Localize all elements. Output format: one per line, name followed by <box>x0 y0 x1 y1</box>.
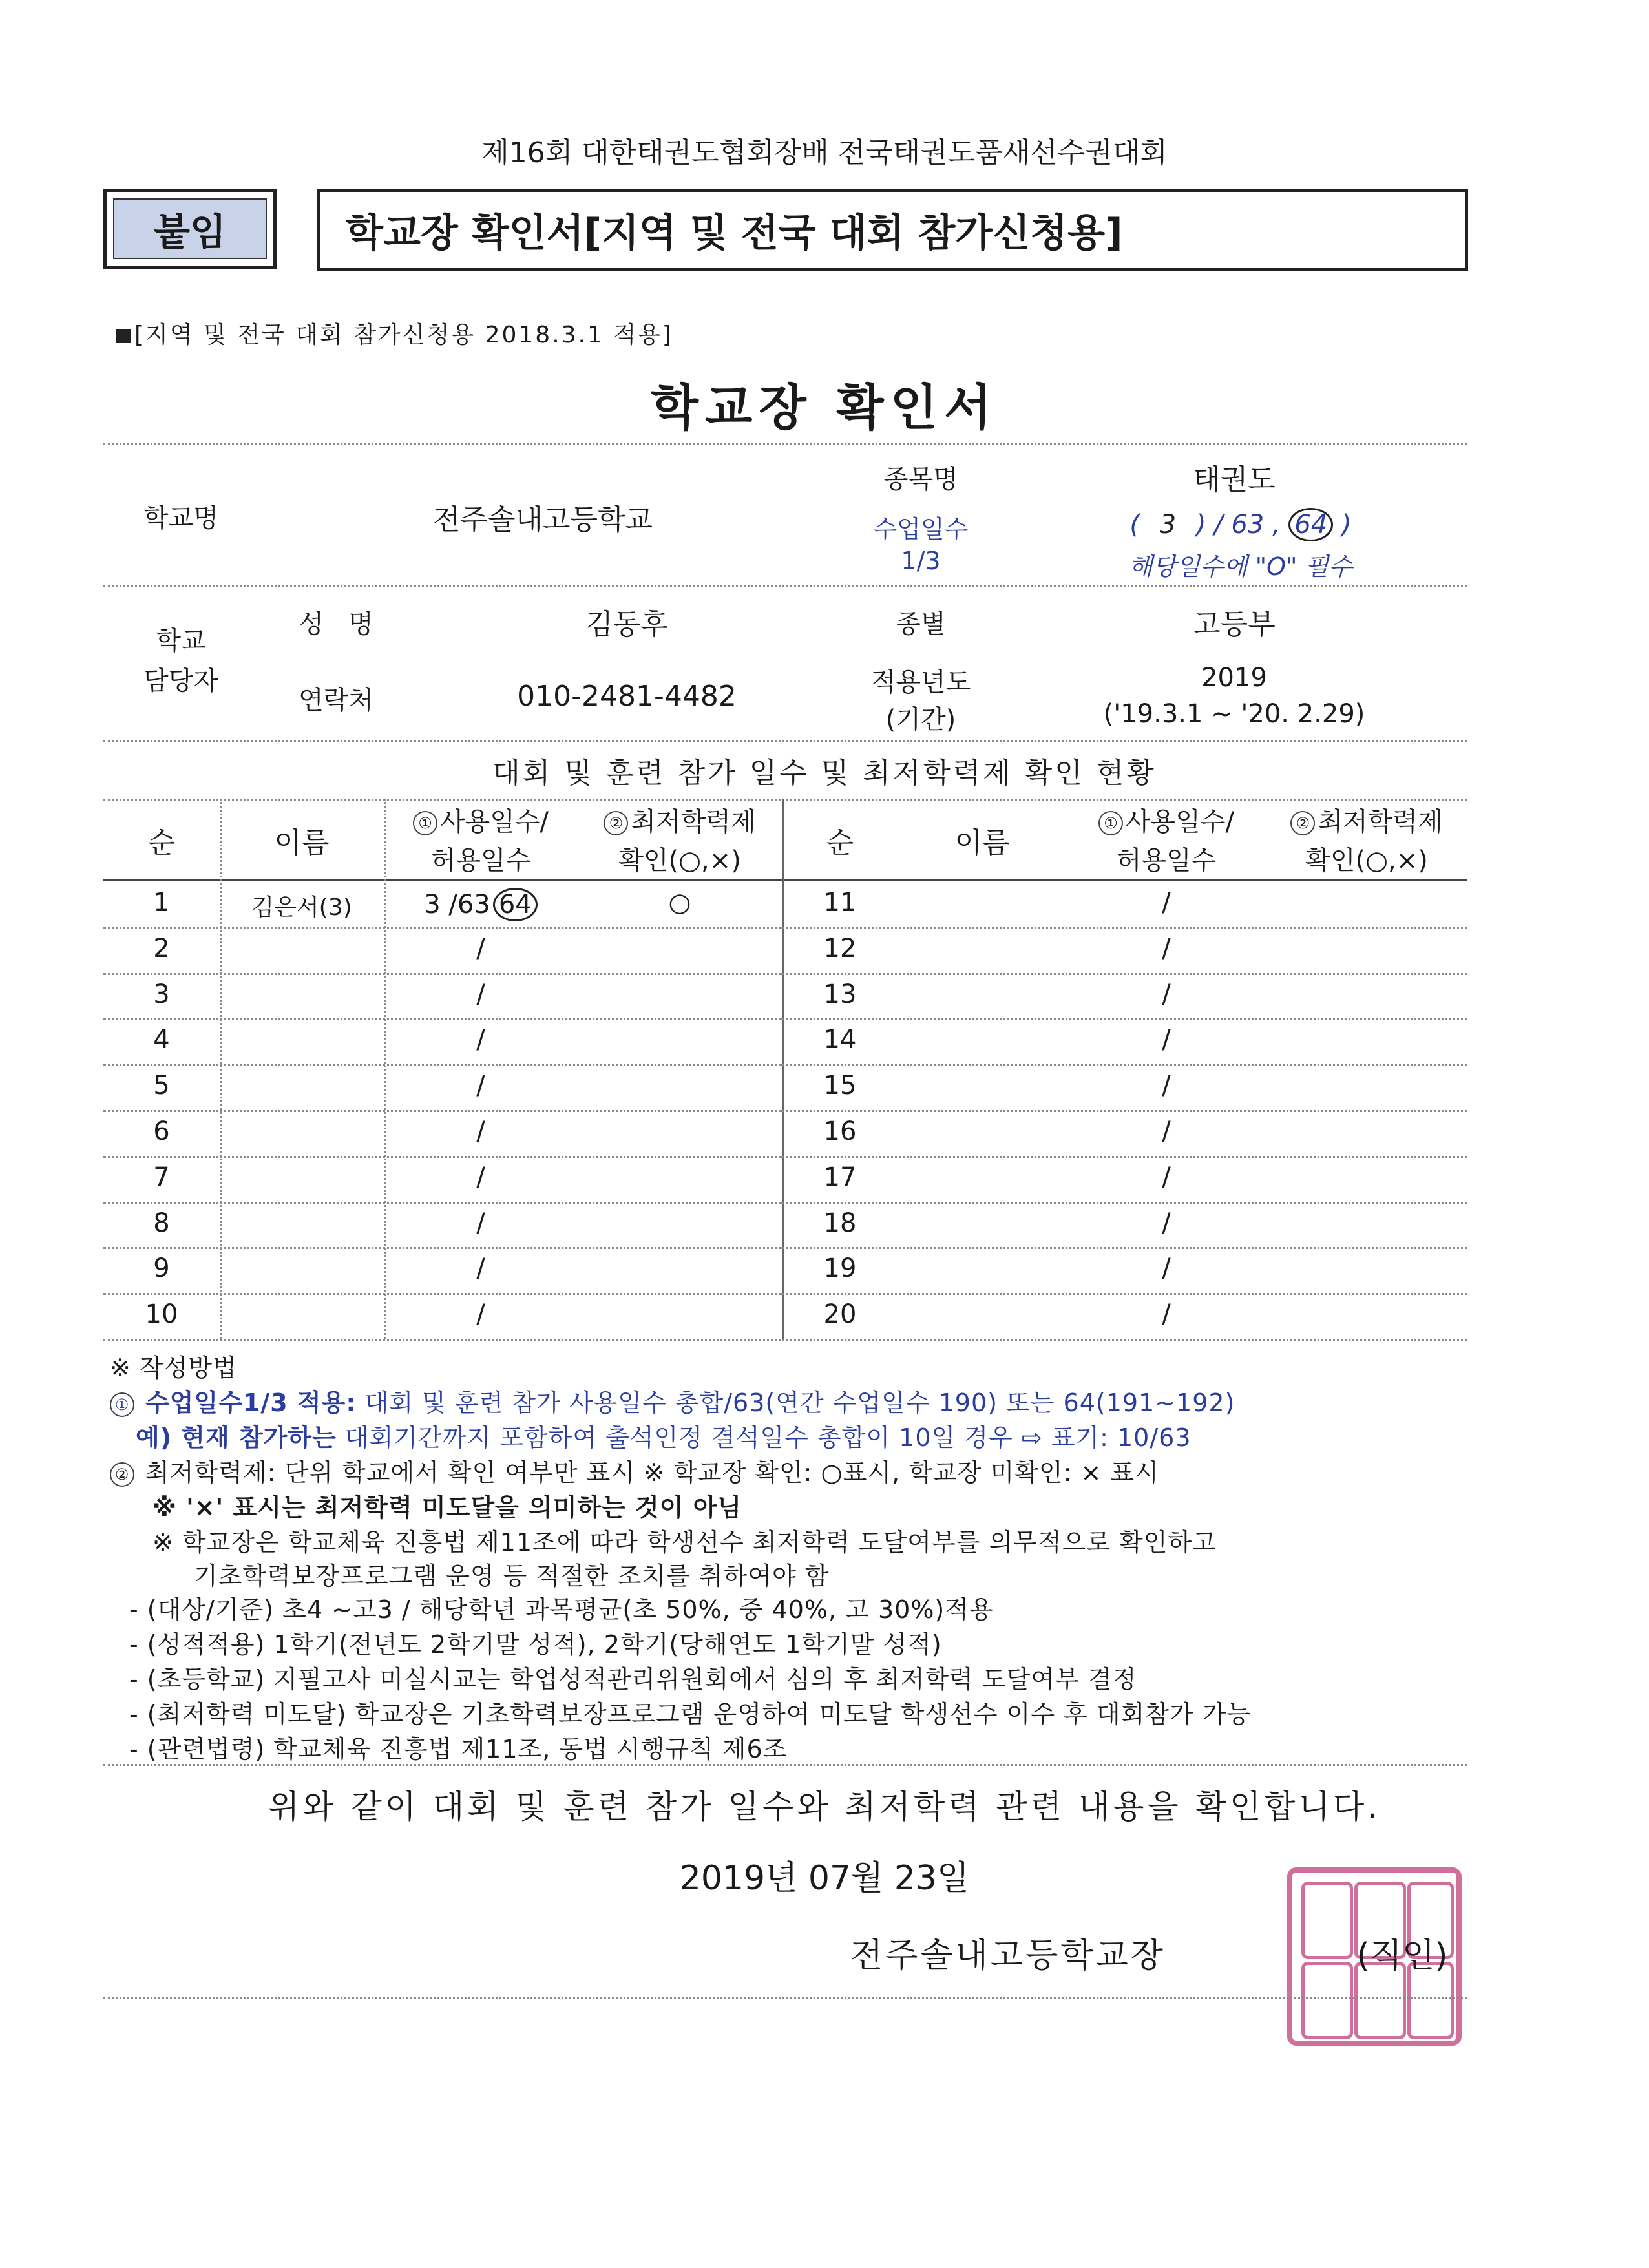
row-used-value: / <box>476 1025 485 1055</box>
th-name-right: 이름 <box>954 826 1010 859</box>
row-no: 17 <box>823 1162 857 1192</box>
row-no: 18 <box>823 1208 857 1238</box>
contact-value: 010-2481-4482 <box>517 680 737 713</box>
row-no: 3 <box>153 979 170 1009</box>
class-days-open: ( <box>1129 510 1140 540</box>
instr-dash3: - (초등학교) 지필고사 미실시교는 학업성적관리위원회에서 심의 후 최저학력 도달여부 결정 <box>129 1665 1137 1694</box>
th-c1-line1-right: ① 사용일수/ <box>1066 801 1266 838</box>
info-bottom-rule <box>103 740 1467 742</box>
seal-label: (직인) <box>1356 1937 1448 1975</box>
row-rule <box>103 1156 782 1158</box>
staff-label-2: 담당자 <box>143 666 218 696</box>
row-rule <box>103 1018 782 1020</box>
row-used-value: / <box>476 1254 485 1284</box>
row-rule <box>782 1156 1467 1158</box>
row-rule <box>103 973 782 975</box>
page-bottom-rule <box>103 1997 1467 1999</box>
row-rule <box>782 927 1467 929</box>
attachment-tag-label: 붙임 <box>113 198 267 259</box>
row-rule <box>103 927 782 929</box>
school-name: 전주솔내고등학교 <box>432 503 653 536</box>
doc-title: 학교장 확인서 <box>651 379 998 436</box>
th-c2-line2: 확인(○,×) <box>618 846 741 876</box>
class-days-circled: 64 <box>1288 508 1333 541</box>
row-used <box>384 1025 578 1055</box>
th-c1-line2-right: 허용일수 <box>1116 846 1217 876</box>
name-label: 성 명 <box>299 609 373 639</box>
row-no: 2 <box>153 933 170 963</box>
instr-note2: ※ 학교장은 학교체육 진흥법 제11조에 따라 학생선수 최저학력 도달여부를 의무적으로 확인하고 <box>152 1528 1217 1557</box>
row-no: 14 <box>823 1025 857 1055</box>
row-rule <box>103 1293 782 1295</box>
instr-dash1: - (대상/기준) 초4 ~고3 / 해당학년 과목평균(초 50%, 중 40%, 고 30%)적용 <box>129 1595 994 1624</box>
th-no: 순 <box>147 826 176 859</box>
row-no: 13 <box>823 979 857 1009</box>
class-days-label: 수업일수 <box>873 515 969 543</box>
row-no: 15 <box>823 1071 857 1101</box>
row-used: / <box>1162 1299 1171 1330</box>
row-used <box>384 1208 578 1238</box>
date-text: 2019년 07월 23일 <box>679 1859 970 1898</box>
circled-one-icon: ① <box>1098 811 1123 835</box>
signer-name: 전주솔내고등학교장 <box>850 1937 1166 1975</box>
circled-one-icon: ① <box>110 1392 134 1417</box>
row-rule <box>782 973 1467 975</box>
row-used: / <box>1162 1117 1171 1146</box>
th-c2-line1: ② 최저학력제 <box>578 801 782 838</box>
division-value: 고등부 <box>1193 608 1276 641</box>
circled-two-icon: ② <box>604 811 628 835</box>
row-no: 1 <box>153 888 170 918</box>
instr-item1-line2: 예) 현재 참가하는 대회기간까지 포함하여 출석인정 결석일수 총합이 10일 경우 ⇨ 표기: 10/63 <box>136 1423 1192 1452</box>
row-no: 19 <box>823 1254 857 1284</box>
class-days-value <box>1073 508 1409 541</box>
row-no: 16 <box>823 1117 857 1146</box>
th-name: 이름 <box>274 826 330 859</box>
row-rule <box>103 1064 782 1066</box>
class-days-close: ) <box>1341 510 1352 540</box>
instr-dash4: - (최저학력 미도달) 학교장은 기초학력보장프로그램 운영하여 미도달 학생선수 이수 후 대회참가 가능 <box>129 1700 1252 1728</box>
contact-label: 연락처 <box>299 686 373 715</box>
row-check: ○ <box>668 888 691 918</box>
row-no: 11 <box>823 888 857 918</box>
row-rule <box>103 1247 782 1249</box>
event-title: 제16회 대한태권도협회장배 전국태권도품새선수권대회 <box>481 136 1168 169</box>
circled-two-icon: ② <box>110 1462 134 1487</box>
row-name: 김은서(3) <box>251 894 352 921</box>
row-used-circled: 64 <box>493 888 538 921</box>
status-title: 대회 및 훈련 참가 일수 및 최저학력제 확인 현황 <box>492 757 1157 790</box>
confirmation-text: 위와 같이 대회 및 훈련 참가 일수와 최저학력 관련 내용을 확인합니다. <box>268 1788 1381 1825</box>
class-days-fraction: 1/3 <box>901 547 941 575</box>
table-top-rule <box>103 799 1467 801</box>
row-no: 4 <box>153 1025 170 1055</box>
row-used: / <box>1162 1162 1171 1192</box>
instr-item2: ② 최저학력제: 단위 학교에서 확인 여부만 표시 ※ 학교장 확인: ○표시, 학교장 미확인: × 표시 <box>110 1453 1159 1488</box>
row-used: / <box>1162 1254 1171 1284</box>
header-title: 학교장 확인서[지역 및 전국 대회 참가신청용] <box>317 189 1468 271</box>
row-no: 5 <box>153 1071 170 1101</box>
circled-two-icon: ② <box>1290 811 1315 835</box>
instructions-bottom-rule <box>103 1764 1467 1766</box>
row-used: / <box>1162 979 1171 1009</box>
row-used <box>384 1117 578 1146</box>
division-label: 종별 <box>896 609 946 639</box>
table-header-rule <box>103 879 1467 881</box>
row-rule <box>782 1110 1467 1112</box>
note-line <box>116 317 673 350</box>
row-rule <box>103 1202 782 1204</box>
attachment-tag <box>103 189 277 269</box>
row-rule <box>782 1202 1467 1204</box>
info-mid-rule <box>103 585 1467 587</box>
row-used: / <box>1162 1025 1171 1055</box>
row-rule <box>782 1064 1467 1066</box>
th-c1-line1: ① 사용일수/ <box>384 801 578 838</box>
row-used <box>384 888 578 921</box>
period-year: 2019 <box>1201 663 1267 693</box>
class-days-note: 해당일수에 "O" 필수 <box>1129 552 1352 581</box>
row-used-value: 3 /63 <box>424 890 490 919</box>
row-no: 6 <box>153 1117 170 1146</box>
instr-note3: 기초학력보장프로그램 운영 등 적절한 조치를 취하여야 함 <box>194 1562 830 1590</box>
instr-dash2: - (성적적용) 1학기(전년도 2학기말 성적), 2학기(당해연도 1학기말 성적) <box>129 1630 942 1659</box>
sport-value: 태권도 <box>1193 463 1276 496</box>
name-value: 김동후 <box>585 608 668 641</box>
row-rule <box>782 1293 1467 1295</box>
class-days-used: 3 <box>1159 510 1177 540</box>
instr-note1: ※ '×' 표시는 최저학력 미도달을 의미하는 것이 아님 <box>152 1493 742 1522</box>
table-bottom-rule <box>103 1339 1467 1341</box>
class-days-rest: ) / 63 , <box>1195 510 1281 540</box>
row-used <box>384 1071 578 1100</box>
row-used <box>384 1162 578 1192</box>
row-used <box>384 1254 578 1283</box>
circled-one-icon: ① <box>413 811 437 835</box>
row-used-value: / <box>476 1299 485 1330</box>
row-used <box>384 980 578 1009</box>
row-used: / <box>1162 1208 1171 1238</box>
row-used <box>384 1299 578 1329</box>
row-used-value: / <box>476 1162 485 1192</box>
row-rule <box>782 1018 1467 1020</box>
row-used: / <box>1162 933 1171 963</box>
th-c2-line2-right: 확인(○,×) <box>1305 846 1428 876</box>
row-used-value: / <box>476 1208 485 1238</box>
row-no: 9 <box>153 1254 170 1284</box>
note-text: [지역 및 전국 대회 참가신청용 2018.3.1 적용] <box>134 322 673 348</box>
row-no: 8 <box>153 1208 170 1238</box>
row-no: 10 <box>145 1299 178 1330</box>
th-c1-line2: 허용일수 <box>430 846 531 876</box>
info-top-rule <box>103 443 1467 445</box>
instr-heading: ※ 작성방법 <box>110 1354 237 1382</box>
row-used-value: / <box>476 1071 485 1101</box>
school-label: 학교명 <box>143 503 218 533</box>
row-no: 7 <box>153 1162 170 1192</box>
row-used-value: / <box>476 933 485 963</box>
period-label-2: (기간) <box>885 705 956 735</box>
row-rule <box>103 1110 782 1112</box>
instr-item1-line1: ① 수업일수1/3 적용: 대회 및 훈련 참가 사용일수 총합/63(연간 수업일수 190) 또는 64(191~192) <box>110 1383 1235 1418</box>
row-rule <box>782 1247 1467 1249</box>
staff-label-1: 학교 <box>156 626 206 656</box>
row-used: / <box>1162 1071 1171 1101</box>
square-bullet-icon <box>116 329 131 343</box>
col-divider <box>220 799 222 1339</box>
row-used <box>384 934 578 963</box>
row-used-value: / <box>476 1117 485 1146</box>
th-c2-line1-right: ② 최저학력제 <box>1266 801 1467 838</box>
row-no: 12 <box>823 933 857 963</box>
row-no: 20 <box>823 1299 857 1330</box>
instr-dash5: - (관련법령) 학교체육 진흥법 제11조, 동법 시행규칙 제6조 <box>129 1735 788 1763</box>
row-used: / <box>1162 888 1171 918</box>
sport-label: 종목명 <box>883 465 958 494</box>
period-label-1: 적용년도 <box>870 667 971 697</box>
th-no-right: 순 <box>826 826 854 859</box>
period-range: ('19.3.1 ~ '20. 2.29) <box>1103 699 1365 729</box>
row-used-value: / <box>476 979 485 1009</box>
